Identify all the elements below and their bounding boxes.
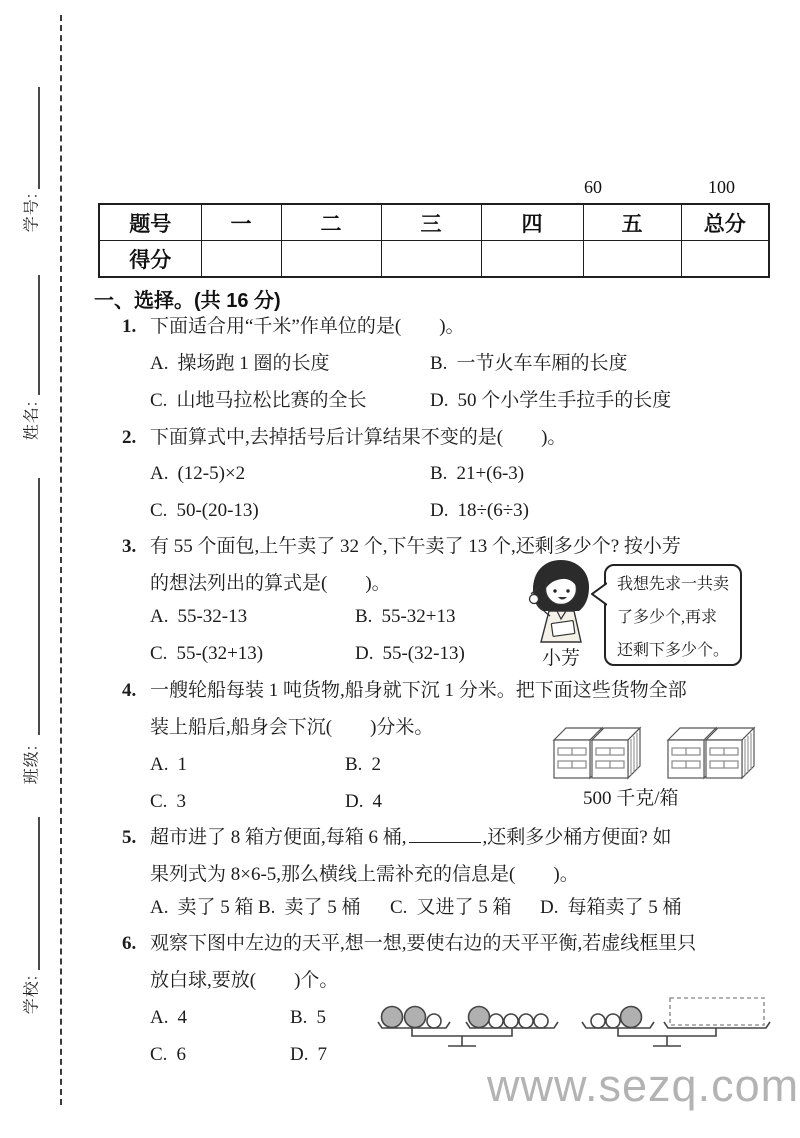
gray-ball <box>621 1007 642 1028</box>
girl-eye <box>553 589 556 592</box>
school-label: 学校: <box>23 974 41 1015</box>
boxes-caption: 500 千克/箱 <box>583 788 679 809</box>
q6-option-b-text: 5 <box>316 1007 326 1028</box>
score-mark-100: 100 <box>708 177 735 197</box>
q5-option-c <box>390 895 511 921</box>
q1-stem-text: 下面适合用“千米”作单位的是( )。 <box>150 316 465 337</box>
q4-option-a-label: A. <box>150 754 169 775</box>
q6-option-c-text: 6 <box>176 1044 186 1065</box>
q4-option-c <box>150 789 186 815</box>
score-table-header-row <box>99 204 769 241</box>
q5-option-b-label: B. <box>258 897 276 918</box>
q3-option-b-label: B. <box>355 606 373 627</box>
question-number-header: 题号 <box>99 204 201 241</box>
q2-option-b-label: B. <box>430 463 448 484</box>
q6-option-a <box>150 1005 187 1031</box>
q5-option-b-text: 卖了 5 桶 <box>284 897 361 918</box>
q3-stem-text1: 有 55 个面包,上午卖了 32 个,下午卖了 13 个,还剩多少个? 按小芳 <box>150 536 681 557</box>
q5-number: 5. <box>122 827 137 848</box>
q6-stem-text1: 观察下图中左边的天平,想一想,要使右边的天平平衡,若虚线框里只 <box>150 933 697 954</box>
speech-bubble-line1: 我想先求一共卖 <box>617 576 730 593</box>
q3-option-c <box>150 641 263 667</box>
q5-option-a-label: A. <box>150 897 169 918</box>
q5-stem-text2: 果列式为 8×6-5,那么横线上需补充的信息是( )。 <box>150 864 579 885</box>
q1-option-a-text: 操场跑 1 圈的长度 <box>177 353 330 374</box>
q4-number: 4. <box>122 680 137 701</box>
q3-option-c-label: C. <box>150 643 168 664</box>
q4-option-b-text: 2 <box>371 754 381 775</box>
score-cell <box>681 241 769 278</box>
q5-option-a-text: 卖了 5 箱 <box>177 897 254 918</box>
white-ball <box>606 1014 620 1028</box>
q5-option-d-label: D. <box>540 897 559 918</box>
q1-option-a <box>150 351 330 377</box>
score-mark-60: 60 <box>584 177 602 197</box>
q1-option-a-label: A. <box>150 353 169 374</box>
q5-option-b <box>258 895 360 921</box>
q3-option-d-text: 55-(32-13) <box>382 643 465 664</box>
q4-stem-text2: 装上船后,船身会下沉( )分米。 <box>150 717 434 738</box>
q1-option-c <box>150 388 366 414</box>
q1-option-d-label: D. <box>430 390 449 411</box>
q6-option-c-label: C. <box>150 1044 168 1065</box>
q3-option-b <box>355 604 455 630</box>
speech-bubble-line2: 了多少个,再求 <box>617 609 718 626</box>
q5-stem-line1 <box>122 825 671 851</box>
q4-option-a-text: 1 <box>177 754 187 775</box>
q3-stem-text2: 的想法列出的算式是( )。 <box>150 573 391 594</box>
white-ball <box>489 1014 503 1028</box>
q3-option-d <box>355 641 465 667</box>
q4-option-d-text: 4 <box>372 791 382 812</box>
beam <box>618 1028 716 1036</box>
class-blank-line <box>38 478 40 735</box>
site-watermark: www.sezq.com <box>487 1060 800 1111</box>
score-table-score-row <box>99 241 769 278</box>
q4-option-a <box>150 752 187 778</box>
beam <box>412 1028 512 1036</box>
white-ball <box>591 1014 605 1028</box>
q2-option-c-label: C. <box>150 500 168 521</box>
q2-stem <box>122 425 566 451</box>
score-cell <box>481 241 583 278</box>
student-id-label: 学号: <box>23 192 41 233</box>
student-id-blank-line <box>38 87 40 189</box>
q3-number: 3. <box>122 536 137 557</box>
speech-bubble-tail <box>591 582 607 606</box>
q5-stem-after-blank: ,还剩多少桶方便面? 如 <box>482 827 672 848</box>
q1-option-c-text: 山地马拉松比赛的全长 <box>176 390 367 411</box>
score-cell <box>201 241 281 278</box>
q2-option-a-label: A. <box>150 463 169 484</box>
student-name-label: 姓名: <box>23 400 41 441</box>
q4-stem-line1 <box>122 678 687 704</box>
q4-option-d-label: D. <box>345 791 364 812</box>
cargo-boxes-illustration <box>552 724 768 786</box>
speech-bubble-line3: 还剩下多少个。 <box>617 642 730 659</box>
q4-option-c-label: C. <box>150 791 168 812</box>
q2-stem-text: 下面算式中,去掉括号后计算结果不变的是( )。 <box>150 427 567 448</box>
white-ball <box>534 1014 548 1028</box>
q1-option-b-text: 一节火车车厢的长度 <box>456 353 628 374</box>
school-blank-line <box>38 817 40 970</box>
q5-option-c-label: C. <box>390 897 408 918</box>
q1-option-b-label: B. <box>430 353 448 374</box>
gray-ball <box>382 1007 403 1028</box>
q6-option-d-label: D. <box>290 1044 309 1065</box>
q4-option-d <box>345 789 382 815</box>
q2-option-b <box>430 461 524 487</box>
q4-option-b <box>345 752 381 778</box>
score-table <box>98 203 770 278</box>
white-ball <box>519 1014 533 1028</box>
q5-option-d-text: 每箱卖了 5 桶 <box>567 897 682 918</box>
gray-ball <box>469 1007 490 1028</box>
score-cell <box>381 241 481 278</box>
q1-option-d-text: 50 个小学生手拉手的长度 <box>457 390 672 411</box>
score-cell <box>281 241 381 278</box>
balance-scales-illustration <box>372 996 772 1056</box>
q3-stem-line2 <box>150 571 391 597</box>
girl-eye <box>566 589 569 592</box>
q3-option-b-text: 55-32+13 <box>381 606 456 627</box>
q1-option-c-label: C. <box>150 390 168 411</box>
q6-option-c <box>150 1042 186 1068</box>
q2-option-c <box>150 498 259 524</box>
score-cell <box>583 241 681 278</box>
q4-stem-line2 <box>150 715 433 741</box>
q5-stem-before-blank: 超市进了 8 箱方便面,每箱 6 桶, <box>150 827 407 848</box>
girl-book <box>551 621 575 637</box>
q6-stem-line2 <box>150 968 338 994</box>
q1-option-d <box>430 388 671 414</box>
white-ball <box>427 1014 441 1028</box>
q6-option-a-label: A. <box>150 1007 169 1028</box>
left-balance <box>378 1007 558 1047</box>
q5-stem-line2 <box>150 862 579 888</box>
q6-number: 6. <box>122 933 137 954</box>
cargo-box <box>592 728 640 778</box>
score-row-header: 得分 <box>99 241 201 278</box>
binding-dashed-line <box>60 15 62 1105</box>
q6-option-b <box>290 1005 326 1031</box>
q4-option-c-text: 3 <box>176 791 186 812</box>
dashed-box <box>670 998 764 1025</box>
q3-option-c-text: 55-(32+13) <box>176 643 264 664</box>
q4-stem-text1: 一艘轮船每装 1 吨货物,船身就下沉 1 分米。把下面这些货物全部 <box>150 680 687 701</box>
col-five: 五 <box>583 204 681 241</box>
q6-option-a-text: 4 <box>177 1007 187 1028</box>
q3-option-d-label: D. <box>355 643 374 664</box>
student-name-blank-line <box>38 275 40 395</box>
col-three: 三 <box>381 204 481 241</box>
q6-stem-text2: 放白球,要放( )个。 <box>150 970 339 991</box>
q2-option-b-text: 21+(6-3) <box>456 463 525 484</box>
col-total: 总分 <box>681 204 769 241</box>
speech-bubble <box>604 564 742 666</box>
section-title: 一、选择。(共 16 分) <box>94 290 281 312</box>
right-balance <box>582 998 770 1046</box>
girl-name-label: 小芳 <box>542 648 581 669</box>
q2-option-d-text: 18÷(6÷3) <box>457 500 529 521</box>
gray-ball <box>405 1007 426 1028</box>
white-ball <box>504 1014 518 1028</box>
q2-option-a <box>150 461 245 487</box>
col-two: 二 <box>281 204 381 241</box>
class-label: 班级: <box>23 744 41 785</box>
q1-number: 1. <box>122 316 137 337</box>
q2-option-c-text: 50-(20-13) <box>176 500 259 521</box>
q5-option-d <box>540 895 682 921</box>
q4-option-b-label: B. <box>345 754 363 775</box>
q3-option-a <box>150 604 247 630</box>
q6-stem-line1 <box>122 931 696 957</box>
q2-option-d-label: D. <box>430 500 449 521</box>
q1-option-b <box>430 351 627 377</box>
q5-option-a <box>150 895 254 921</box>
q6-option-b-label: B. <box>290 1007 308 1028</box>
col-one: 一 <box>201 204 281 241</box>
q1-stem <box>122 314 465 340</box>
girl-hand <box>530 595 539 604</box>
col-four: 四 <box>481 204 583 241</box>
q2-number: 2. <box>122 427 137 448</box>
q5-option-c-text: 又进了 5 箱 <box>416 897 512 918</box>
q2-option-a-text: (12-5)×2 <box>177 463 246 484</box>
q2-option-d <box>430 498 529 524</box>
q3-option-a-label: A. <box>150 606 169 627</box>
q3-option-a-text: 55-32-13 <box>177 606 248 627</box>
cargo-box <box>706 728 754 778</box>
q6-option-d <box>290 1042 327 1068</box>
fill-in-blank-underline <box>409 825 481 843</box>
q6-option-d-text: 7 <box>317 1044 327 1065</box>
